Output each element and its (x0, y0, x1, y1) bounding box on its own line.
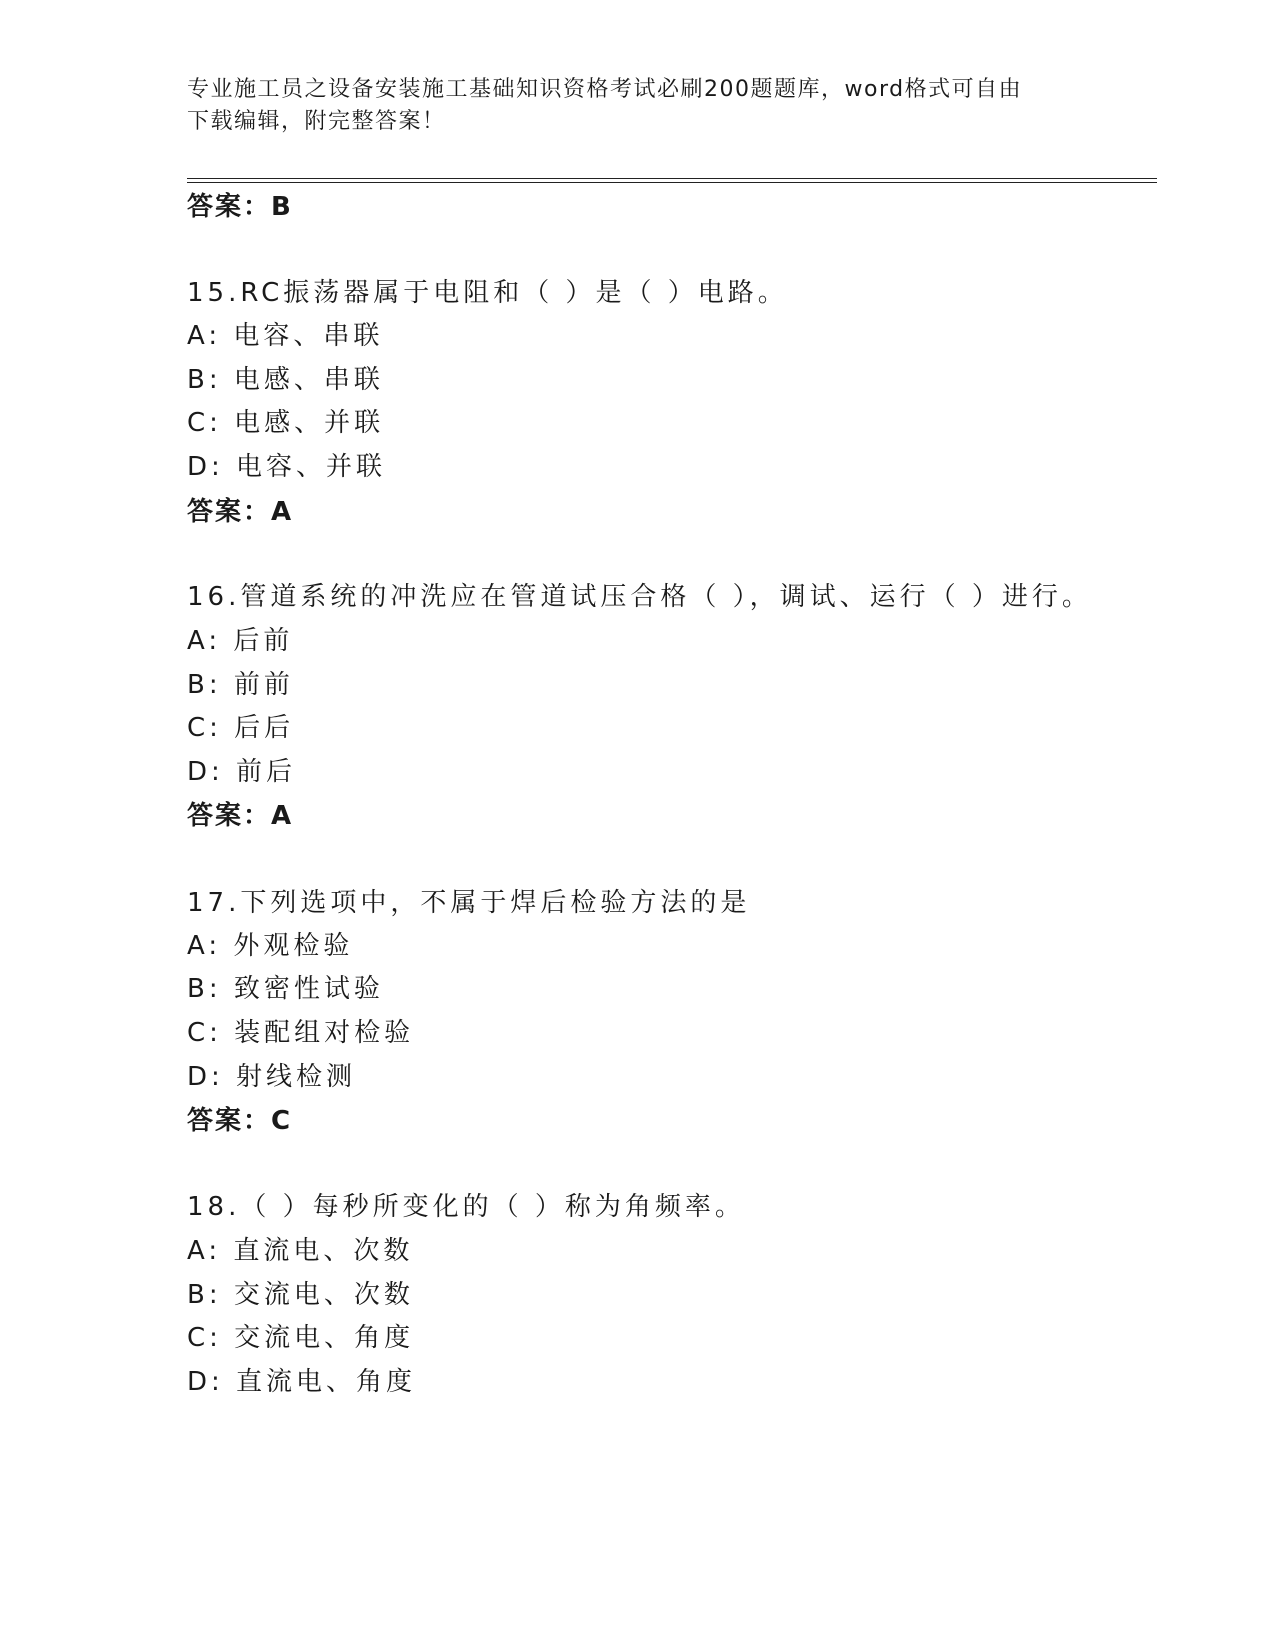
header-divider-top (187, 178, 1157, 179)
question-stem: 16.管道系统的冲洗应在管道试压合格（ ），调试、运行（ ）进行。 (187, 582, 1092, 612)
answer: 答案：A (187, 497, 294, 527)
option-c: C: 交流电、角度 (187, 1323, 415, 1353)
option-a: A: 外观检验 (187, 931, 354, 961)
header-line-1: 专业施工员之设备安装施工基础知识资格考试必刷200题题库，word格式可自由 (187, 77, 1023, 102)
option-b: B: 致密性试验 (187, 974, 384, 1004)
option-a: A: 直流电、次数 (187, 1236, 414, 1266)
option-b: B: 前前 (187, 670, 294, 700)
header-line-2: 下载编辑，附完整答案！ (187, 109, 446, 134)
header-divider-bottom (187, 182, 1157, 183)
option-d: D: 电容、并联 (187, 452, 387, 482)
option-c: C: 装配组对检验 (187, 1018, 415, 1048)
question-stem: 18.（ ）每秒所变化的（ ）称为角频率。 (187, 1192, 745, 1222)
option-d: D: 前后 (187, 757, 297, 787)
question-stem: 15.RC振荡器属于电阻和（ ）是（ ）电路。 (187, 278, 788, 308)
option-b: B: 电感、串联 (187, 365, 384, 395)
option-c: C: 电感、并联 (187, 408, 385, 438)
option-a: A: 后前 (187, 626, 294, 656)
option-d: D: 直流电、角度 (187, 1367, 417, 1397)
previous-answer: 答案：B (187, 192, 293, 222)
question-stem: 17.下列选项中，不属于焊后检验方法的是 (187, 888, 751, 918)
option-c: C: 后后 (187, 713, 295, 743)
answer: 答案：A (187, 801, 294, 831)
answer: 答案：C (187, 1106, 293, 1136)
document-header (187, 74, 1087, 138)
option-b: B: 交流电、次数 (187, 1280, 414, 1310)
option-d: D: 射线检测 (187, 1062, 357, 1092)
option-a: A: 电容、串联 (187, 321, 384, 351)
